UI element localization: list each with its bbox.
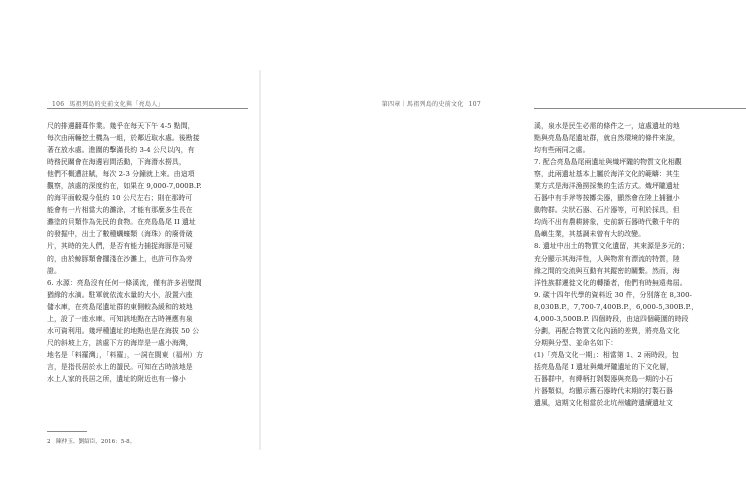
text-line: 片器類似，均顯示舊石器時代末期的打製石器 (534, 387, 673, 396)
footnote-rule (47, 431, 87, 432)
text-line: 尺的斜坡上方，該處下方的海岸是一處小海灣， (47, 338, 193, 347)
text-line: 水可資利用。幾坪種遺址的地點也是在海拔 50 公 (47, 326, 200, 335)
right-page (260, 0, 699, 500)
text-line: 遺風，這期文化相當於北坑州爐跨遺續遺址文 (534, 399, 673, 408)
left-page (0, 0, 260, 500)
text-line: (1)「亮島文化一期」：相當第 1、2 兩時段，包 (534, 350, 679, 359)
text-line: 分期與分型、並命名如下： (534, 338, 618, 347)
text-line: 點與亮島島尾遺址群，就自然環境的條件來說， (534, 134, 680, 143)
text-line: 均尚不出有農耕跡象，史前新石器時代數千年的 (534, 218, 680, 227)
text-line: 緣之間的交流與互動有其蹤密的關繫。然而，海 (534, 266, 680, 275)
text-line: 的發掘中，出土了數種蠣蠔類（海珠）的廢骨破 (47, 230, 193, 239)
text-line: 時務民關會在海邊岩間活動，下海潛水撈具， (47, 158, 186, 167)
right-running-title: 第四章｜馬祖列島的史前文化 (381, 101, 464, 108)
text-line: 9. 碳十四年代學的資料近 30 件，分別落在 8,300- (534, 290, 692, 299)
text-line: 猶緣的水滴。駐軍就依流水量的大小，設置六座 (47, 290, 193, 299)
text-line: 證。 (47, 266, 61, 275)
footnote: 2 陳仲玉、劉紹臣，2016：5-8。 (47, 439, 136, 445)
text-line: 充分顯示其海洋性，人與物常有漂流的特質，陸 (534, 254, 680, 263)
text-line: 片，其時的先人們，是否有能力捕捉海豚是可疑 (47, 242, 193, 251)
text-line: 溪，泉水是民生必需的條件之一，這處遺址的地 (534, 122, 680, 130)
text-line: 均有些兩同之處。 (534, 146, 590, 155)
text-line: 業方式是海洋漁撈採集的生活方式。熾坪隴遺址 (534, 182, 680, 191)
text-line: 尺的排邊翻葺作業。幾乎在每天下午 4-5 點間， (47, 122, 195, 130)
text-line: 地名是「料羅灣」，「料羅」，一詞在閩東（福州）方 (47, 350, 204, 359)
right-running-head (382, 99, 486, 108)
text-line: 8. 遺址中出土的物質文化遺留，其來源是多元的； (534, 242, 689, 251)
text-line: 6. 水源：亮島沒有任何一條溪流，僅有許多岩壁間 (47, 278, 202, 287)
right-body-text (534, 120, 746, 409)
text-line: 7. 配合亮島島尾兩遺址與熾坪隴的物質文化相觀 (534, 158, 682, 167)
text-line: 石器中有手斧等按擲尖器，顯然會在陸上捕獵小 (534, 194, 680, 203)
left-running-title: 馬祖列島的史前文化與「亮島人」 (69, 101, 164, 108)
text-line: 島嶼生業，其基調未曾有大的改變。 (534, 230, 646, 239)
text-line: 石器群中，有縛柄打剝製器與亮島一期的小石 (534, 374, 673, 383)
text-line: 8,030B.P.，7,700-7,400B.P.，6,000-5,300B.P.， (534, 302, 699, 311)
text-line: 每次由兩輛挖土機為一組，於鄰近取水處。後勘接 (47, 134, 200, 143)
text-line: 的海平面較現今低約 10 公尺左右；則在那時可 (47, 194, 193, 203)
text-line: 能會有一片相當大的灘涂，才能有那麼多生長在 (47, 206, 193, 215)
text-line: 洋性族群遷徙文化的轉播者，他們有時無遠弗屆。 (534, 278, 687, 287)
text-line: 動物群。尖狀石器、石片器等，可利於採具，但 (534, 206, 680, 215)
left-body-text (47, 120, 248, 385)
text-line: 言，是指長居於水上的蜑民。可知在古時該地是 (47, 362, 193, 371)
left-page-number: 106 (52, 101, 65, 108)
left-header-rule (47, 108, 248, 109)
text-line: 觀察，該處的深度約在，如果在 9,000-7,000B.P. (47, 182, 202, 191)
text-line: 括亮島島尾 I 遺址與熾坪隴遺址的下文化層， (534, 362, 674, 371)
text-line: 水上人家的長居之所，遺址的附近也有一條小 (47, 374, 186, 383)
right-page-number: 107 (468, 101, 481, 108)
text-line: 察，此兩遺址基本上屬於海洋文化的範疇：其生 (534, 170, 680, 179)
text-line: 著在放水處。進圍的擊滿長約 3-4 公尺以內，有 (47, 146, 195, 155)
text-line: 上，設了一座水庫。可知該地點在古時裡應有泉 (47, 314, 193, 323)
left-running-head (47, 99, 164, 108)
right-header-rule (534, 108, 746, 109)
text-line: 分劃，再配合物質文化內涵的差異，將亮島文化 (534, 326, 680, 335)
text-line: 4,000-3,500B.P. 四個時段，由這四個範圍的時段 (534, 314, 689, 323)
text-line: 儲水庫，在亮島尾遺址群的東側較為緩和的坡地 (47, 302, 193, 311)
text-line: 的，由於鯨豚類會擱淺在沙灘上，也許可作為旁 (47, 254, 193, 263)
text-line: 他們不概遭註賦，每次 2-3 分鐘就上來。由這項 (47, 170, 195, 179)
text-line: 灘塗的貝類作為先民的食物。在亮島島尾 II 遺址 (47, 218, 196, 227)
